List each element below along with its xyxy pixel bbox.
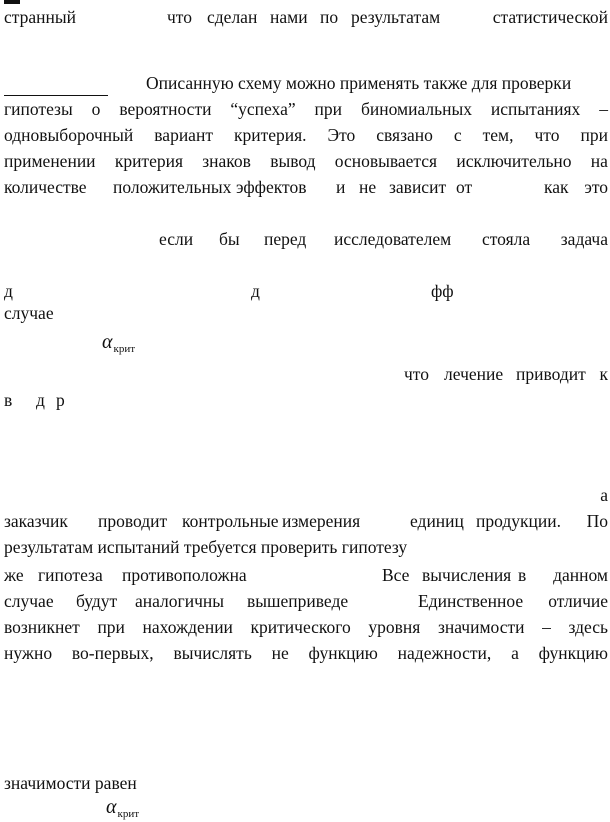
text-line: гипотезы о вероятности “успеха” при биномиальных испытаниях –	[4, 99, 608, 119]
text-line: случае	[4, 303, 54, 323]
text-line: заказчик проводит контрольные измерения единиц продукции. По	[4, 511, 608, 531]
alpha-crit-symbol: $\alpha_{крит}$	[102, 331, 136, 355]
text-line: значимости равен	[4, 773, 137, 793]
text-line: применении критерия знаков вывод основывается исключительно на	[4, 151, 608, 171]
text-line: странный что сделан нами по результатам статистической	[4, 7, 608, 27]
alpha-crit-symbol: $\alpha_{крит}$	[106, 796, 140, 820]
text-line: нужно во-первых, вычислять не функцию надежности, а функцию	[4, 643, 608, 663]
text-line: возникнет при нахождении критического уровня значимости – здесь	[4, 617, 608, 637]
text-line: результатам испытаний требуется проверить гипотезу	[4, 537, 408, 557]
text-line: в д р	[4, 390, 65, 410]
text-line: количестве положительных эффектов и не зависит от как это	[4, 177, 608, 197]
text-line: одновыборочный вариант критерия. Это связано с тем, что при	[4, 125, 608, 145]
text-line: же гипотеза противоположна Все вычисления в данном	[4, 565, 608, 585]
text-line: д д фф	[4, 281, 454, 301]
underline-rule	[4, 95, 108, 96]
text-line: а	[600, 485, 608, 505]
text-line: Описанную схему можно применять также для проверки	[146, 73, 572, 93]
top-mark	[4, 0, 20, 4]
text-line: что лечение приводит к	[404, 364, 608, 384]
text-line: если бы перед исследователем стояла задача	[159, 229, 608, 249]
text-line: случае будут аналогичны вышеприведе Единственное отличие	[4, 591, 608, 611]
